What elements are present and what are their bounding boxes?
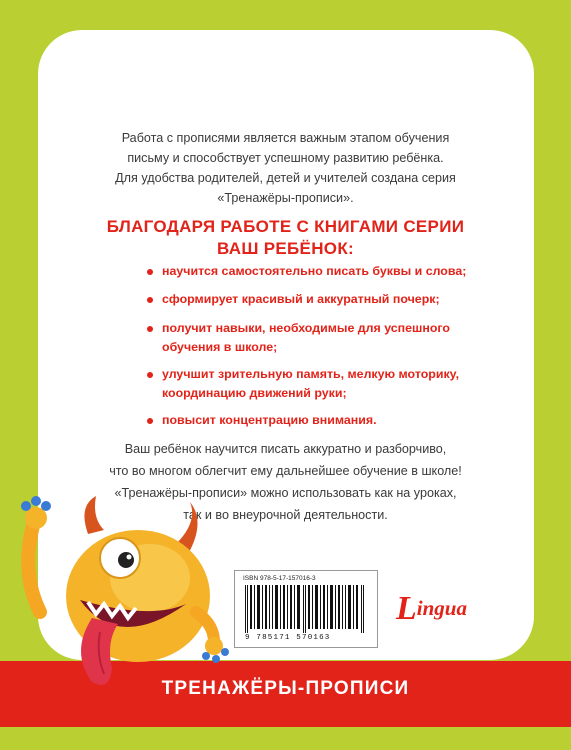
list-item-text: повысит концентрацию внимания.	[162, 413, 377, 427]
bullet-dot-icon	[147, 297, 153, 303]
list-item-text: научится самостоятельно писать буквы и слова;	[162, 264, 467, 278]
list-item-text: сформирует красивый и аккуратный почерк;	[162, 292, 440, 306]
intro-paragraph	[0, 128, 571, 208]
bullet-dot-icon	[147, 269, 153, 275]
barcode-icon	[243, 585, 369, 633]
monster-illustration	[0, 492, 240, 692]
list-item	[146, 365, 472, 402]
intro-line: письму и способствует успешному развитию ребёнка.	[127, 151, 444, 165]
barcode-digits: 9 785171 570163	[245, 634, 331, 642]
outro-line: так и во внеурочной деятельности.	[183, 508, 388, 522]
bullet-dot-icon	[147, 326, 153, 332]
series-title: ТРЕНАЖЁРЫ-ПРОПИСИ	[161, 678, 410, 699]
list-item	[146, 319, 462, 356]
logo-rest: ingua	[416, 596, 467, 620]
bullet-dot-icon	[147, 418, 153, 424]
bullet-dot-icon	[147, 372, 153, 378]
heading-line: БЛАГОДАРЯ РАБОТЕ С КНИГАМИ СЕРИИ	[106, 217, 465, 236]
bottom-strip	[0, 727, 571, 750]
isbn-text: ISBN 978-5-17-157016-3	[243, 575, 316, 582]
list-item	[146, 411, 492, 430]
heading-line: ВАШ РЕБЁНОК:	[217, 239, 354, 258]
list-item	[146, 290, 492, 309]
intro-line: «Тренажёры-прописи».	[217, 191, 354, 205]
intro-line: Для удобства родителей, детей и учителей создана серия	[115, 171, 456, 185]
barcode-block	[234, 570, 378, 648]
logo-initial: L	[396, 590, 417, 627]
intro-line: Работа с прописями является важным этапом обучения	[121, 131, 450, 145]
publisher-logo	[396, 586, 467, 627]
list-item	[146, 262, 492, 281]
list-item-text: получит навыки, необходимые для успешного обучения в школе;	[162, 321, 450, 354]
outro-line: Ваш ребёнок научится писать аккуратно и разборчиво,	[124, 442, 447, 456]
outro-line: что во многом облегчит ему дальнейшее обучение в школе!	[109, 464, 462, 478]
outro-line: «Тренажёры-прописи» можно использовать как на уроках,	[114, 486, 457, 500]
list-item-text: улучшит зрительную память, мелкую моторику, координацию движений руки;	[162, 367, 460, 400]
benefits-heading	[0, 216, 571, 260]
